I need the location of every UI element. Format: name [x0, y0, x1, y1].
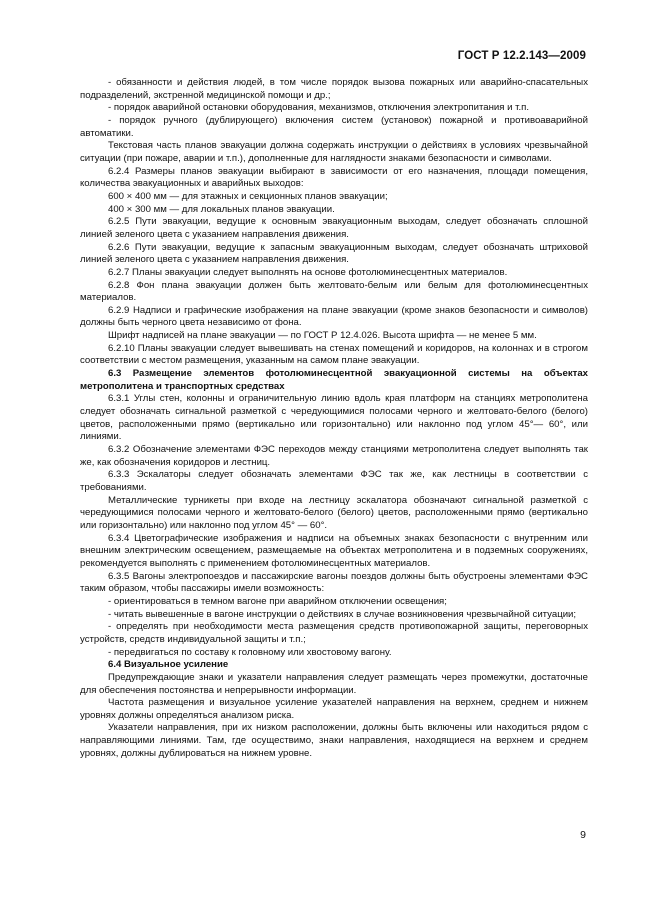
paragraph: Металлические турникеты при входе на лестницу эскалатора обозначают сигнальной разметкой с чередующимися полосами черного и желтовато-белого (белого) цветов, расположенными прямо (вертикально или горизонтально) или наклонно под углом 45° — 60°. [80, 494, 588, 531]
paragraph: - читать вывешенные в вагоне инструкции о действиях в случае возникновения чрезвычайной ситуации; [108, 608, 577, 620]
section-heading: 6.4 Визуальное усиление [108, 659, 229, 671]
paragraph: 6.3.5 Вагоны электропоездов и пассажирские вагоны поездов должны быть обустроены элементами ФЭС таким образом, чтобы пассажиры имели возможность: [80, 570, 588, 595]
paragraph: Шрифт надписей на плане эвакуации — по ГОСТ Р 12.4.026. Высота шрифта — не менее 5 мм. [108, 330, 537, 342]
document-code-header: ГОСТ Р 12.2.143—2009 [457, 50, 586, 62]
paragraph: 6.3.1 Углы стен, колонны и ограничительную линию вдоль края платформ на станциях метрополитена следует обозначать сигнальной разметкой с чередующимися полосами черного и желтовато-белого (белого) цветов, расположенными прямо (вертикально или горизонтально) или наклонно под углом 45°— 60°, или линиями. [80, 393, 588, 443]
paragraph: 6.2.5 Пути эвакуации, ведущие к основным эвакуационным выходам, следует обозначать сплошной линией зеленого цвета с указанием направления движения. [80, 216, 588, 240]
paragraph: 6.3.3 Эскалаторы следует обозначать элементами ФЭС так же, как лестницы в соответствии с требованиями. [80, 469, 588, 493]
paragraph: 400 × 300 мм — для локальных планов эвакуации. [108, 203, 335, 215]
body-text [80, 77, 588, 760]
page-number: 9 [580, 829, 586, 841]
paragraph: 6.2.8 Фон плана эвакуации должен быть желтовато-белым или белым для фотолюминесцентных материалов. [80, 279, 588, 304]
paragraph: - обязанности и действия людей, в том числе порядок вызова пожарных или аварийно-спасательных подразделений, экстренной медицинской помощи и др.; [80, 77, 588, 101]
paragraph: 6.3.4 Цветографические изображения и надписи на объемных знаках безопасности с внутренним или внешним электрическим освещением, размещаемые на объектах метрополитена и в подземных сооружениях, рекомендуется выполнять с применением фотолюминесцентных материалов. [80, 532, 588, 569]
paragraph: Частота размещения и визуальное усиление указателей направления на верхнем, среднем и нижнем уровнях должны определяться анализом риска. [80, 697, 588, 721]
paragraph: - определять при необходимости места размещения средств противопожарной защиты, переговорных устройств, средств индивидуальной защиты и т.п.; [80, 621, 588, 645]
paragraph: 6.2.10 Планы эвакуации следует вывешивать на стенах помещений и коридоров, на колоннах и в строгом соответствии с местом размещения, указанным на самом плане эвакуации. [80, 342, 588, 367]
paragraph: Предупреждающие знаки и указатели направления следует размещать через промежутки, достаточные для обеспечения постоянства и непрерывности информации. [80, 671, 588, 696]
paragraph: 6.2.7 Планы эвакуации следует выполнять на основе фотолюминесцентных материалов. [108, 266, 508, 278]
paragraph: - ориентироваться в темном вагоне при аварийном отключении освещения; [108, 595, 447, 607]
paragraph: - порядок ручного (дублирующего) включения систем (установок) пожарной и противоаварийной автоматики. [80, 114, 588, 139]
paragraph: - порядок аварийной остановки оборудования, механизмов, отключения электропитания и т.п. [108, 102, 529, 114]
paragraph: 6.2.9 Надписи и графические изображения на плане эвакуации (кроме знаков безопасности и символов) должны быть черного цвета независимо от фона. [80, 304, 588, 329]
paragraph: 600 × 400 мм — для этажных и секционных планов эвакуации; [108, 190, 388, 202]
paragraph: 6.2.6 Пути эвакуации, ведущие к запасным эвакуационным выходам, следует обозначать штриховой линией зеленого цвета с указанием направления движения. [80, 241, 588, 266]
paragraph: 6.2.4 Размеры планов эвакуации выбирают в зависимости от его назначения, площади помещения, количества эвакуационных и аварийных выходов: [80, 165, 588, 190]
section-heading: 6.3 Размещение элементов фотолюминесцентной эвакуационной системы на объектах метрополитена и транспортных средствах [80, 368, 588, 392]
paragraph: Указатели направления, при их низком расположении, должны быть включены или находиться рядом с направляющими линиями. Там, где осуществимо, знаки направления, находящиеся на верхнем и среднем уровнях, должны дублироваться на нижнем уровне. [80, 722, 588, 759]
paragraph: Текстовая часть планов эвакуации должна содержать инструкции о действиях в условиях чрезвычайной ситуации (при пожаре, аварии и т.п.), дополненные для наглядности знаками безопасности и символами. [80, 140, 588, 164]
paragraph: 6.3.2 Обозначение элементами ФЭС переходов между станциями метрополитена следует выполнять так же, как обозначения коридоров и лестниц. [80, 444, 588, 468]
paragraph: - передвигаться по составу к головному или хвостовому вагону. [108, 646, 392, 658]
